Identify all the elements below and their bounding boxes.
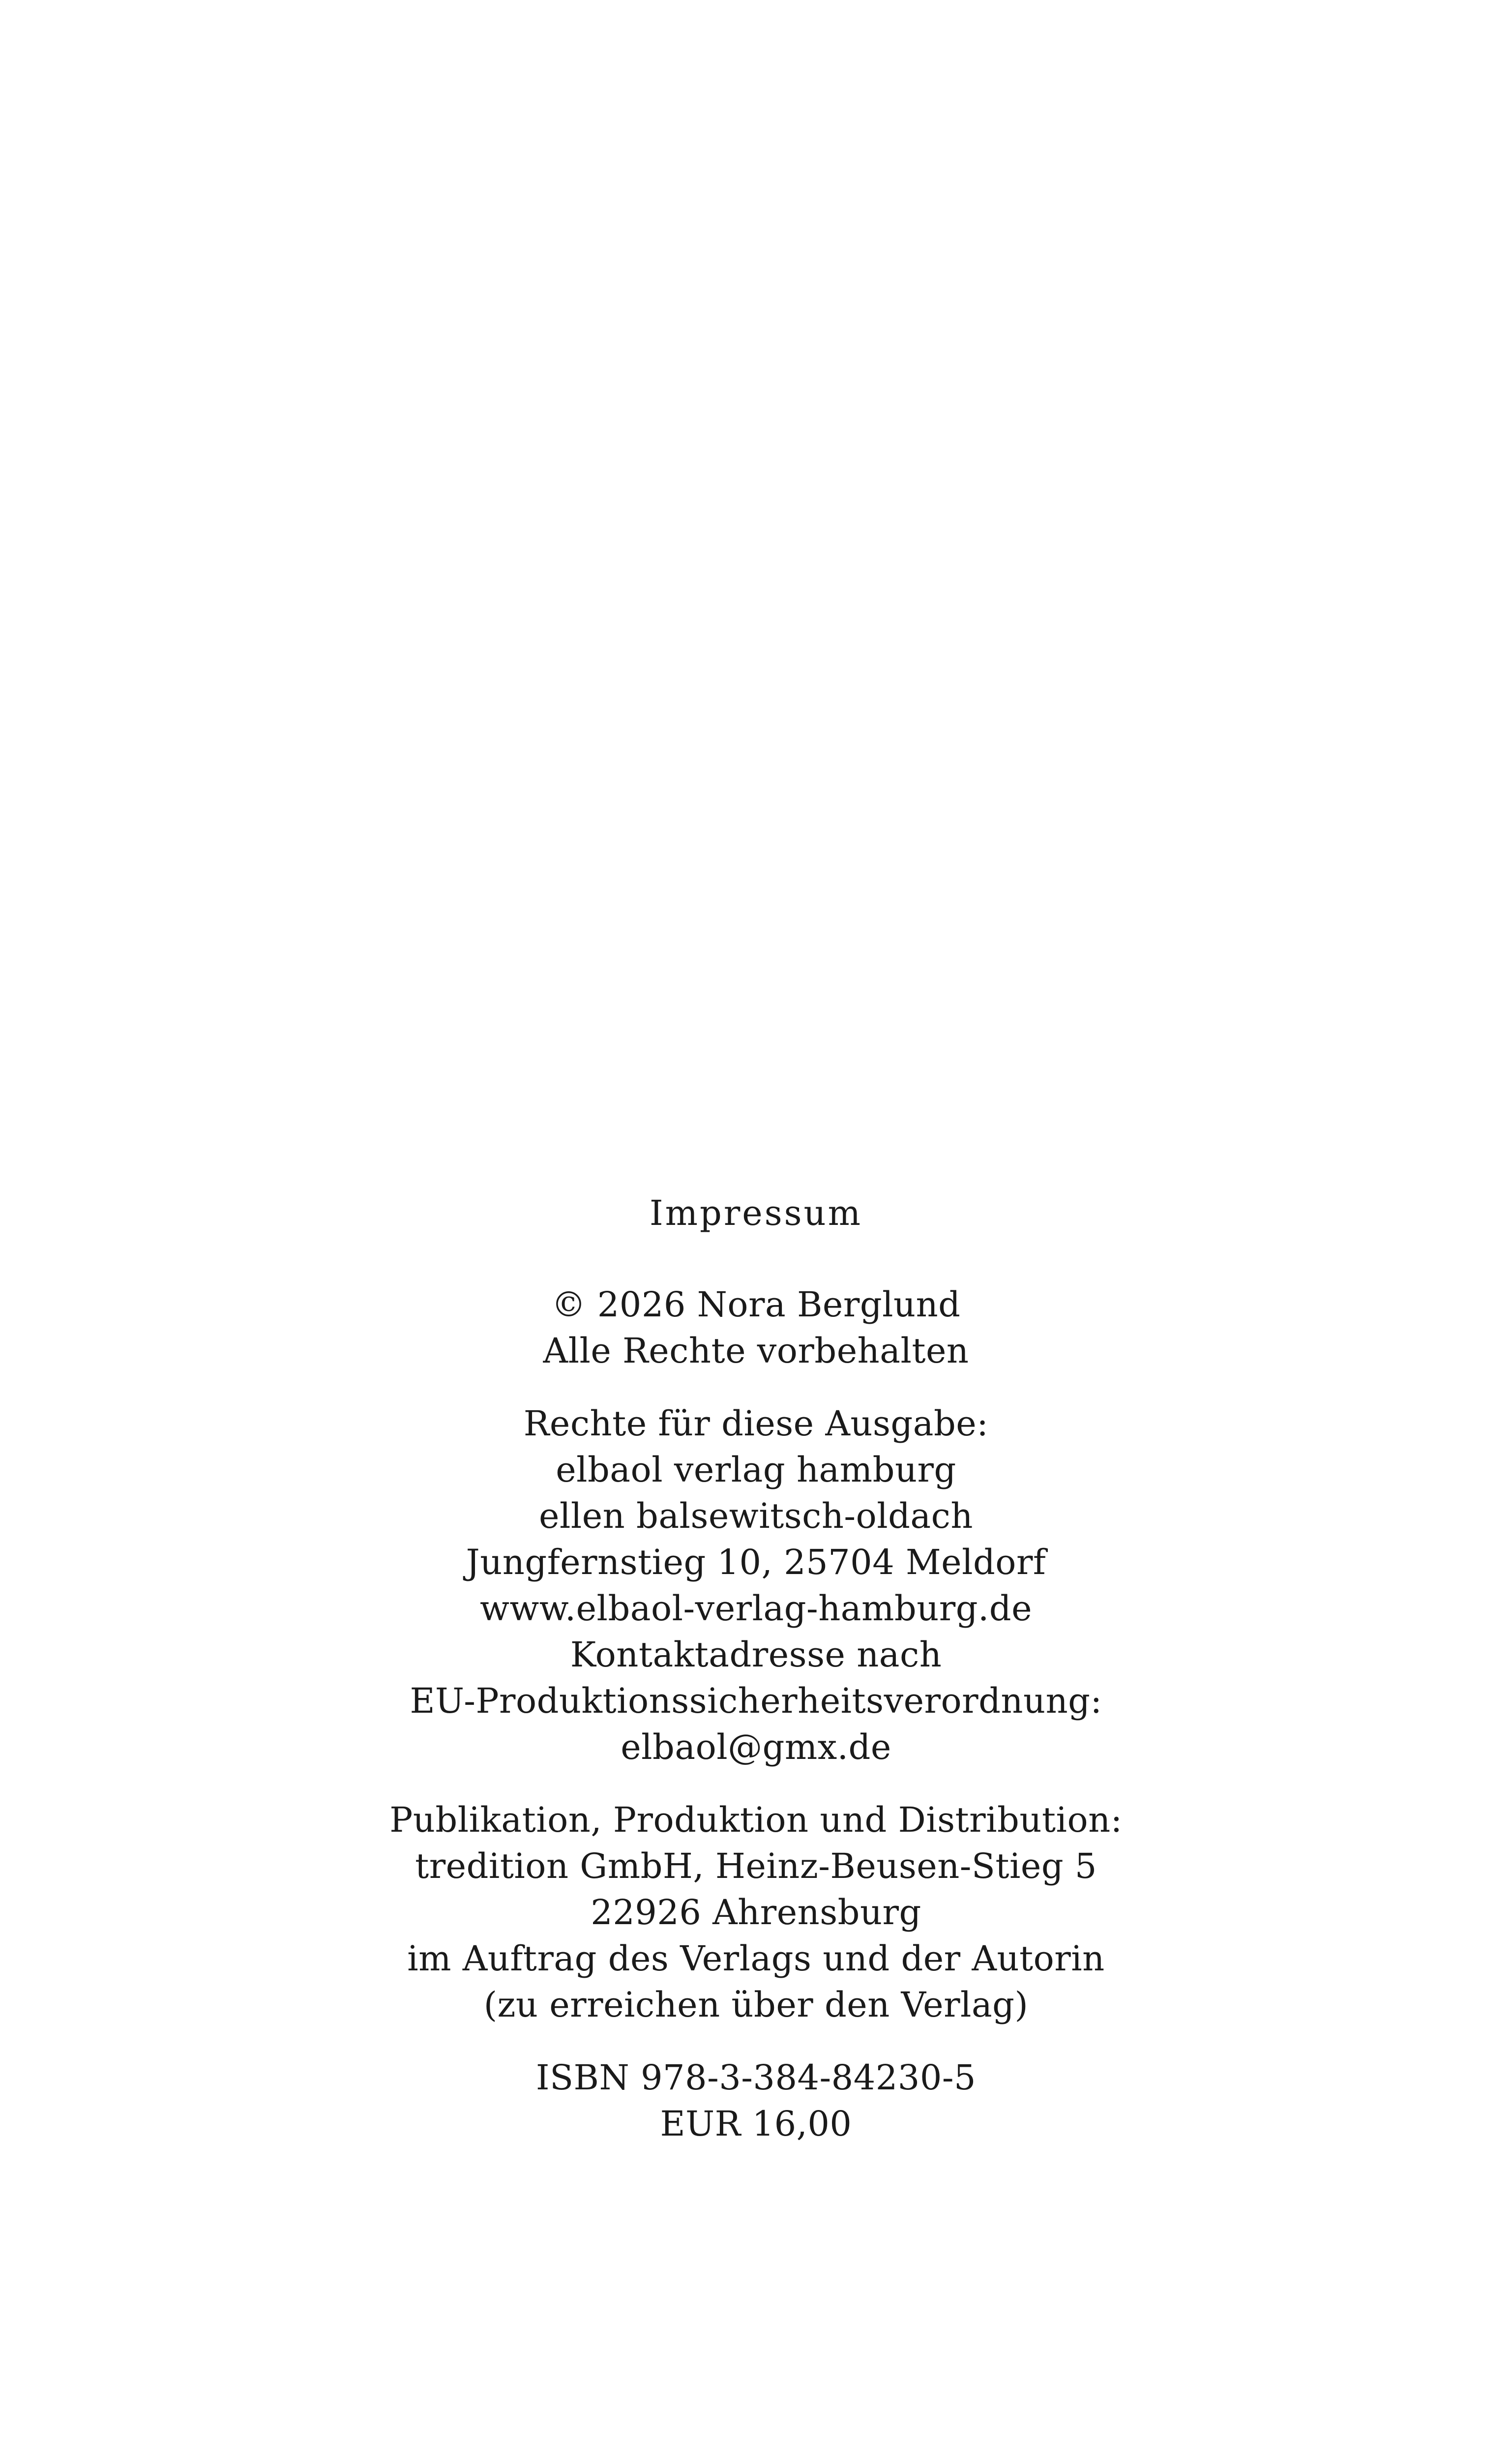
edition-rights-label: Rechte für diese Ausgabe: xyxy=(523,1403,989,1444)
commission-note: im Auftrag des Verlags und der Autorin xyxy=(407,1938,1105,1979)
price-line: EUR 16,00 xyxy=(660,2104,852,2144)
distribution-label: Publikation, Produktion und Distribution: xyxy=(389,1800,1123,1840)
imprint-section xyxy=(0,1190,1512,2173)
publisher-name: elbaol verlag hamburg xyxy=(556,1450,956,1490)
publisher-owner: ellen balsewitsch-oldach xyxy=(539,1496,973,1536)
isbn-price-block xyxy=(0,2054,1512,2147)
publisher-block xyxy=(0,1400,1512,1770)
copyright-block xyxy=(0,1281,1512,1374)
publisher-website: www.elbaol-verlag-hamburg.de xyxy=(479,1588,1033,1629)
contact-label-line-2: EU-Produktionssicherheitsverordnung: xyxy=(410,1681,1102,1721)
distributor-name-street: tredition GmbH, Heinz-Beusen-Stieg 5 xyxy=(415,1846,1097,1886)
contact-note: (zu erreichen über den Verlag) xyxy=(483,1985,1029,2025)
isbn-line: ISBN 978-3-384-84230-5 xyxy=(535,2057,977,2098)
publisher-address: Jungfernstieg 10, 25704 Meldorf xyxy=(466,1542,1046,1582)
imprint-heading: Impressum xyxy=(649,1193,863,1233)
publisher-email: elbaol@gmx.de xyxy=(621,1727,891,1767)
copyright-line: © 2026 Nora Berglund xyxy=(551,1284,961,1325)
distribution-block xyxy=(0,1797,1512,2028)
rights-reserved-line: Alle Rechte vorbehalten xyxy=(543,1331,969,1371)
distributor-city: 22926 Ahrensburg xyxy=(591,1892,921,1933)
contact-label-line-1: Kontaktadresse nach xyxy=(570,1635,942,1675)
